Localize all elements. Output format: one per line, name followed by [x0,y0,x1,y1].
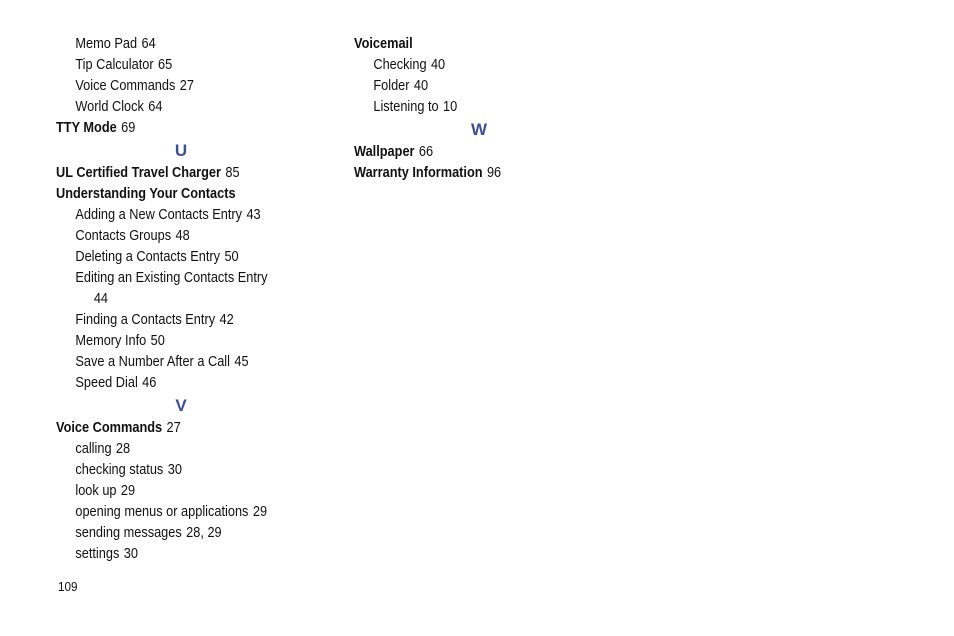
index-subentry [56,55,276,76]
index-entry [56,184,276,205]
index-entry [354,34,574,55]
index-subentry [56,205,276,226]
index-subentry [56,268,276,289]
index-subentry [56,76,276,97]
index-page-ref: 43 [246,207,261,223]
index-entry [56,163,276,184]
index-term: 44 [93,291,109,307]
index-subentry [56,523,276,544]
index-term: Speed Dial [75,375,138,391]
index-term: look up [75,483,117,499]
index-subentry [56,481,276,502]
index-subentry [56,310,276,331]
index-page-ref: 27 [166,420,181,436]
index-page-ref: 29 [252,504,268,520]
index-entry [56,418,276,439]
index-entry-continuation [56,289,276,310]
index-term: Voice Commands [75,78,176,94]
index-subentry [56,502,276,523]
index-term: Editing an Existing Contacts Entry [75,270,268,286]
index-page-ref: 50 [150,333,165,349]
index-term: Listening to [373,99,439,115]
index-term: TTY Mode [56,120,117,136]
index-page-ref: 30 [123,546,138,562]
index-term: Folder [373,78,410,94]
index-subentry [56,373,276,394]
index-page-ref: 48 [175,228,190,244]
index-page-ref: 50 [224,249,239,265]
index-entry [354,163,574,184]
index-page-ref: 46 [142,375,157,391]
section-letter-v: V [175,396,187,415]
index-entry [354,142,574,163]
index-term: World Clock [75,99,144,115]
index-page-ref: 45 [234,354,249,370]
index-subentry [56,34,276,55]
index-term: settings [75,546,120,562]
section-letter-u: U [174,141,188,160]
index-subentry [354,97,574,118]
index-term: Warranty Information [354,165,483,181]
index-term: checking status [75,462,164,478]
index-page-ref: 27 [179,78,194,94]
index-page-ref: 40 [413,78,429,94]
index-term: Tip Calculator [75,57,154,73]
index-term: UL Certified Travel Charger [56,165,221,181]
index-term: Adding a New Contacts Entry [75,207,243,223]
index-subentry [56,352,276,373]
index-term: Checking [373,57,427,73]
index-subentry [56,226,276,247]
index-subentry [56,331,276,352]
index-page-ref: 66 [418,144,434,160]
index-page-ref: 30 [167,462,182,478]
index-page-ref: 28, 29 [186,525,222,541]
index-term: Save a Number After a Call [75,354,230,370]
index-term: Memo Pad [75,36,138,52]
index-page-ref: 96 [486,165,502,181]
index-term: opening menus or applications [75,504,249,520]
index-subentry [354,55,574,76]
page-number: 109 [58,579,78,594]
index-subentry [56,460,276,481]
index-term: Voice Commands [56,420,163,436]
index-page-ref: 69 [121,120,136,136]
index-subentry [56,247,276,268]
index-page-ref: 42 [219,312,234,328]
index-term: Deleting a Contacts Entry [75,249,221,265]
index-subentry [56,439,276,460]
index-page-ref: 40 [430,57,446,73]
index-term: Wallpaper [354,144,415,160]
section-letter-w: W [470,120,488,139]
index-term: Contacts Groups [75,228,172,244]
index-term: sending messages [75,525,182,541]
index-page-ref: 28 [115,441,131,457]
index-term: Memory Info [75,333,147,349]
index-page-ref: 29 [120,483,136,499]
index-page-ref: 85 [225,165,240,181]
index-subentry [56,97,276,118]
index-term: Understanding Your Contacts [56,186,236,202]
index-page-ref: 64 [141,36,156,52]
index-subentry [56,544,276,565]
index-page-ref: 10 [443,99,458,115]
index-page-ref: 64 [148,99,163,115]
index-term: Voicemail [354,36,413,52]
index-term: calling [75,441,112,457]
index-page-ref: 65 [158,57,173,73]
index-term: Finding a Contacts Entry [75,312,216,328]
index-entry [56,118,276,139]
index-column-right [354,34,604,184]
index-subentry [354,76,574,97]
index-column-left [56,34,306,565]
